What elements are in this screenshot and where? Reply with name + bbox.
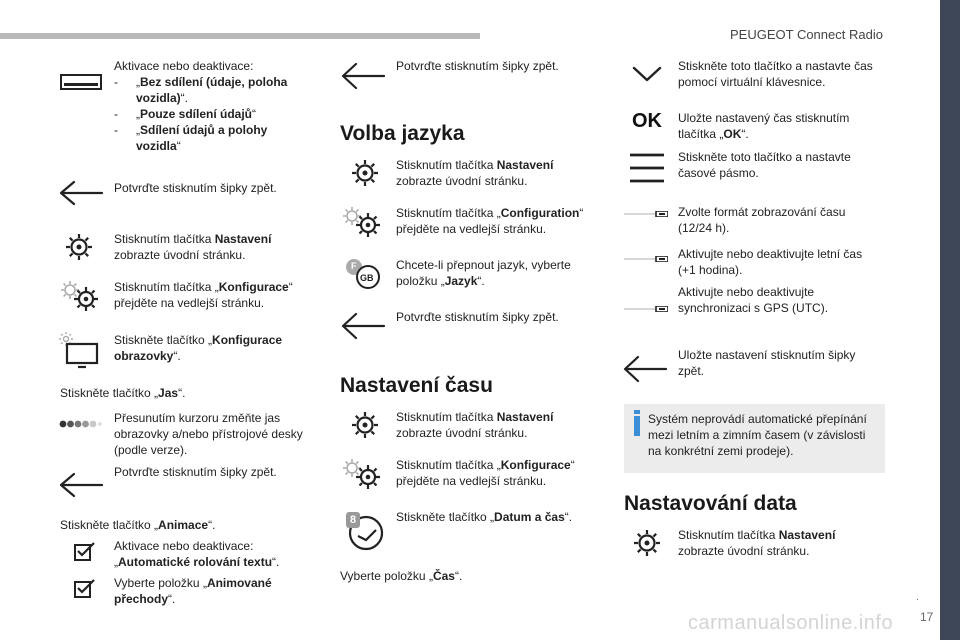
timezone-text: Stiskněte toto tlačítko a nastavte časové pásmo. <box>678 150 851 180</box>
time-item-text: Vyberte položku „Čas“. <box>340 569 463 583</box>
privacy-option-3[interactable] <box>114 122 314 154</box>
privacy-options <box>114 58 314 154</box>
page-header: PEUGEOT Connect Radio <box>730 27 883 42</box>
configuration-gears-icon <box>340 205 384 239</box>
bullet: - <box>114 123 118 137</box>
info-note <box>624 404 885 473</box>
virtual-keyboard-text: Stiskněte toto tlačítko a nastavte čas pomocí virtuální klávesnice. <box>678 59 873 89</box>
toggle-switch-icon <box>624 306 668 312</box>
configuration-text: Stisknutím tlačítka „Configuration“ přejděte na vedlejší stránku. <box>396 206 584 236</box>
side-tab <box>940 0 960 640</box>
gps-sync-text: Aktivujte nebo deaktivujte synchronizaci s GPS (UTC). <box>678 285 829 315</box>
settings-text: Stisknutím tlačítka Nastavení zobrazte úvodní stránku. <box>396 158 554 188</box>
gear-icon <box>632 528 662 558</box>
configuration-text: Stisknutím tlačítka „Konfigurace“ přejděte na vedlejší stránku. <box>396 458 575 488</box>
info-icon-dot <box>634 410 640 414</box>
language-flag-icon <box>344 257 384 289</box>
gear-icon <box>350 410 380 440</box>
clock-badge-label: 8 <box>350 514 357 526</box>
back-arrow-icon <box>340 312 386 340</box>
screen-config-text: Stiskněte tlačítko „Konfigurace obrazovky“. <box>114 333 283 363</box>
animation-step-text: Stiskněte tlačítko „Animace“. <box>60 518 216 532</box>
language-section-title: Volba jazyka <box>340 122 465 145</box>
time-section-title: Nastavení času <box>340 374 493 397</box>
info-icon <box>634 416 640 436</box>
back-arrow-icon <box>622 355 668 383</box>
date-section-title: Nastavování data <box>624 492 797 515</box>
quote-close: “. <box>180 91 189 105</box>
checkbox-icon <box>74 578 96 598</box>
animated-transitions-text: Vyberte položku „Animované přechody“. <box>114 576 272 606</box>
ok-icon: OK <box>632 110 662 132</box>
option-label: Sdílení údajů a polohy vozidla <box>136 123 268 153</box>
configuration-gears-icon <box>58 279 102 313</box>
checkbox-icon <box>74 541 96 561</box>
brightness-text: Přesunutím kurzoru změňte jas obrazovky a/nebo přístrojové desky (podle verze). <box>114 411 303 457</box>
quote-close: “ <box>252 107 257 121</box>
bullet: - <box>114 107 118 121</box>
top-rule <box>0 33 480 39</box>
privacy-option-2[interactable] <box>114 106 314 122</box>
quote-open: „ <box>136 75 140 89</box>
time-format-text: Zvolte formát zobrazování času (12/24 h). <box>678 205 846 235</box>
info-note-text: Systém neprovádí automatické přepínání mezi letním a zimním časem (v závislosti na konkrétní zemi prodeje). <box>648 412 867 458</box>
option-label: Bez sdílení (údaje, poloha vozidla) <box>136 75 288 105</box>
language-select-text: Chcete-li přepnout jazyk, vyberte položku „Jazyk“. <box>396 258 571 288</box>
page-dot: . <box>916 592 919 603</box>
privacy-intro: Aktivace nebo deaktivace: <box>114 59 254 73</box>
flag-top-label: F <box>351 261 357 271</box>
chevron-down-icon <box>632 65 662 83</box>
quote-close: “ <box>176 139 181 153</box>
quote-open: „ <box>136 123 140 137</box>
watermark: carmanualsonline.info <box>688 612 894 634</box>
confirm-back-text: Potvrďte stisknutím šipky zpět. <box>396 310 559 324</box>
menu-icon <box>628 152 666 184</box>
page-number: 17 <box>920 610 934 624</box>
gear-icon <box>350 158 380 188</box>
date-time-text: Stiskněte tlačítko „Datum a čas“. <box>396 510 573 524</box>
settings-text: Stisknutím tlačítka Nastavení zobrazte úvodní stránku. <box>396 410 554 440</box>
summer-time-text: Aktivujte nebo deaktivujte letní čas (+1 hodina). <box>678 247 863 277</box>
confirm-back-text: Potvrďte stisknutím šipky zpět. <box>114 181 277 195</box>
bullet: - <box>114 75 118 89</box>
flag-bottom-label: GB <box>360 273 374 283</box>
settings-text: Stisknutím tlačítka Nastavení zobrazte úvodní stránku. <box>114 232 272 262</box>
quote-open: „ <box>136 107 140 121</box>
privacy-option-1[interactable] <box>114 74 314 106</box>
back-arrow-icon <box>58 180 104 206</box>
clock-icon <box>344 510 386 552</box>
back-arrow-icon <box>340 62 386 90</box>
brightness-step-text: Stiskněte tlačítko „Jas“. <box>60 386 186 400</box>
save-settings-text: Uložte nastavení stisknutím šipky zpět. <box>678 348 856 378</box>
confirm-back-text: Potvrďte stisknutím šipky zpět. <box>396 59 559 73</box>
brightness-slider-icon <box>58 418 102 430</box>
configuration-gears-icon <box>340 457 384 491</box>
back-arrow-icon <box>58 472 104 498</box>
save-time-text: Uložte nastavený čas stisknutím tlačítka „OK“. <box>678 111 850 141</box>
confirm-back-text: Potvrďte stisknutím šipky zpět. <box>114 465 277 479</box>
gear-icon <box>64 232 94 262</box>
screen-brightness-icon <box>58 330 102 370</box>
toggle-switch-icon <box>624 256 668 262</box>
auto-scroll-text: Aktivace nebo deaktivace: „Automatické rolování textu“. <box>114 539 280 569</box>
settings-text: Stisknutím tlačítka Nastavení zobrazte úvodní stránku. <box>678 528 836 558</box>
option-label: Pouze sdílení údajů <box>140 107 253 121</box>
toggle-switch-icon <box>624 211 668 217</box>
configuration-text: Stisknutím tlačítka „Konfigurace“ přejděte na vedlejší stránku. <box>114 280 293 310</box>
share-toggle-icon <box>60 74 102 90</box>
